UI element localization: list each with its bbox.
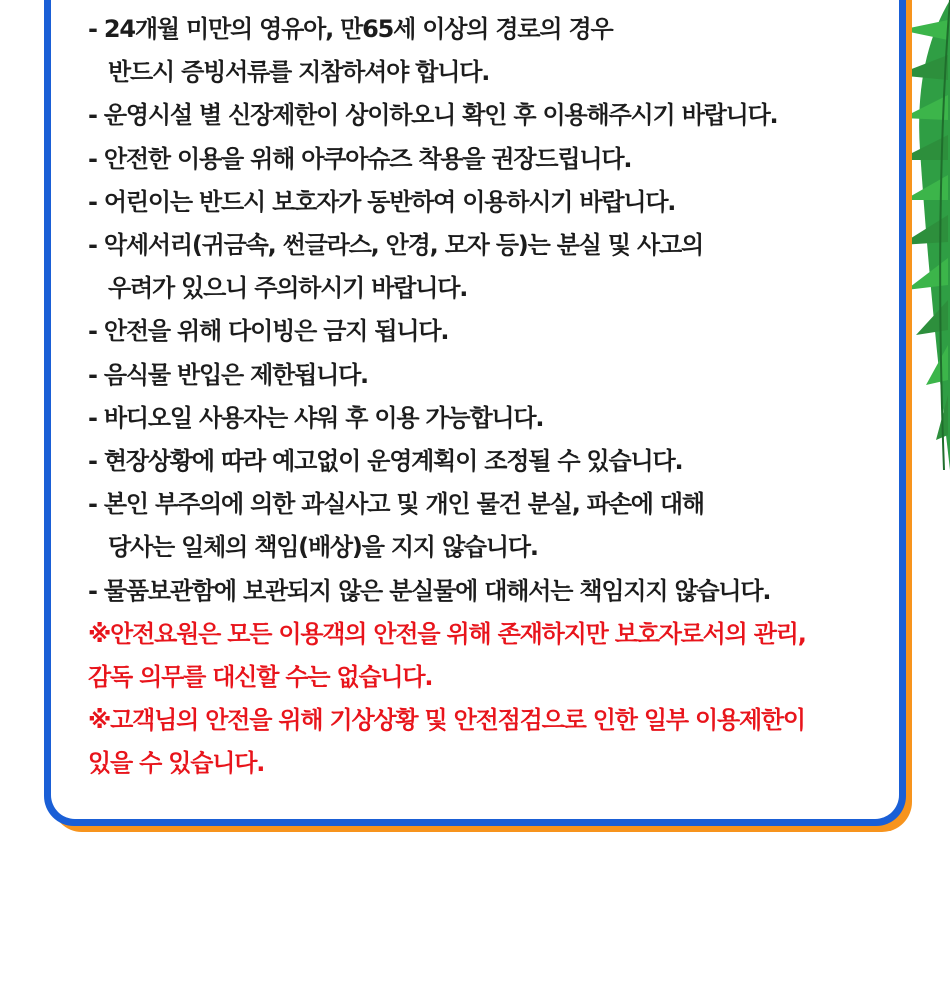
notice-item: - 현장상황에 따라 예고없이 운영계획이 조정될 수 있습니다. [88, 447, 683, 476]
notice-item: - 운영시설 별 신장제한이 상이하오니 확인 후 이용해주시기 바랍니다. [88, 101, 778, 130]
notice-item: - 음식물 반입은 제한됩니다. [88, 360, 368, 389]
notice-item: - 24개월 미만의 영유아, 만65세 이상의 경로의 경우 [88, 15, 613, 43]
warning-item: 있을 수 있습니다. [88, 749, 265, 778]
notice-item: 당사는 일체의 책임(배상)을 지지 않습니다. [108, 533, 538, 562]
warning-item: 감독 의무를 대신할 수는 없습니다. [88, 663, 433, 692]
warning-item: ※고객님의 안전을 위해 기상상황 및 안전점검으로 인한 일부 이용제한이 [88, 706, 805, 735]
warning-item: ※안전요원은 모든 이용객의 안전을 위해 존재하지만 보호자로서의 관리, [88, 619, 806, 648]
notice-item: - 안전을 위해 다이빙은 금지 됩니다. [88, 317, 449, 346]
notice-item: - 바디오일 사용자는 샤워 후 이용 가능합니다. [88, 403, 544, 432]
notice-list [88, 8, 868, 786]
notice-item: - 악세서리(귀금속, 썬글라스, 안경, 모자 등)는 분실 및 사고의 [88, 231, 703, 260]
notice-item: - 물품보관함에 보관되지 않은 분실물에 대해서는 책임지지 않습니다. [88, 576, 771, 605]
notice-item: - 본인 부주의에 의한 과실사고 및 개인 물건 분실, 파손에 대해 [88, 490, 704, 519]
notice-item: - 어린이는 반드시 보호자가 동반하여 이용하시기 바랍니다. [88, 187, 676, 216]
notice-item: - 안전한 이용을 위해 아쿠아슈즈 착용을 권장드립니다. [88, 144, 632, 173]
notice-item: 반드시 증빙서류를 지참하셔야 합니다. [108, 58, 490, 87]
notice-item: 우려가 있으니 주의하시기 바랍니다. [108, 274, 468, 303]
